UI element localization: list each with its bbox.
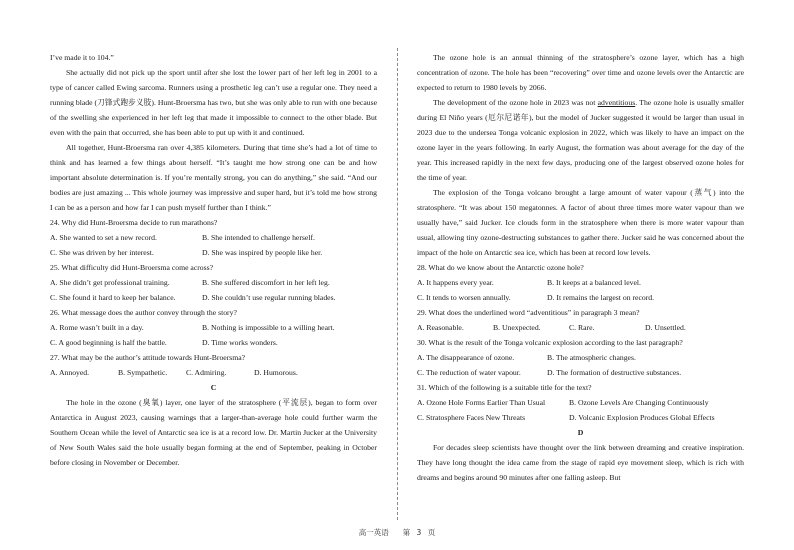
question-26-options: [50, 320, 377, 335]
question-30: 30. What is the result of the Tonga volcanic explosion according to the last paragraph?: [417, 338, 683, 347]
option: A. Reasonable.: [417, 323, 464, 332]
question-30-options: [417, 365, 744, 380]
passage-b-ending-quote: I’ve made it to 104.”: [50, 53, 114, 62]
passage-c-paragraph: The hole in the ozone (臭氧) layer, one layer of the stratosphere (平流层), began to form over Antarctica in August 2023, causing warnings that a larger-than-average hole could further warm the Southern Ocean while the level of Antarctic sea ice is at a record low. Dr. Martin Jucker at the University of New South Wales said the hole usually began forming at the end of September, peaking in October before closing in November or December.: [50, 398, 377, 467]
question-29: 29. What does the underlined word “adventitious” in paragraph 3 mean?: [417, 308, 640, 317]
option: D. It remains the largest on record.: [547, 293, 655, 302]
question-27: 27. What may be the author’s attitude towards Hunt-Broersma?: [50, 353, 246, 362]
passage-b-paragraph: She actually did not pick up the sport until after she lost the lower part of her left leg in 2001 to a type of cancer called Ewing sarcoma. Runners using a prosthetic leg can’t use a regular one. They need a running blade (刀锋式跑步义肢). Hunt-Broersma has two, but she was only able to run with one because of the swelling she experienced in her left leg that made it impossible to connect to the other blade. But even with the pain that occurred, she has been able to put up with it and continued.: [50, 68, 377, 137]
text-run: . The ozone hole is usually smaller during El Niño years (厄尔尼诺年), but the model of Jucker suggested it would be larger than usual in 2023 due to the undersea Tonga volcanic explosion in 2022, which was likely to have an impact on the ozone layer in the years following. In early August, the formation was about average for the day of the year. This increased rapidly in the next few days, producing one of the largest observed ozone holes for the time of year.: [417, 98, 744, 182]
option: C. Stratosphere Faces New Threats: [417, 413, 526, 422]
option: D. Unsettled.: [645, 323, 686, 332]
question-25-options: [50, 275, 377, 290]
question-28: 28. What do we know about the Antarctic ozone hole?: [417, 263, 584, 272]
underlined-word: adventitious: [597, 98, 636, 107]
question-31: 31. Which of the following is a suitable title for the text?: [417, 383, 592, 392]
question-27-options: [50, 365, 377, 380]
option: A. Annoyed.: [50, 368, 90, 377]
option: C. She was driven by her interest.: [50, 248, 154, 257]
section-d-heading: D: [577, 428, 584, 437]
option: B. Nothing is impossible to a willing heart.: [202, 323, 335, 332]
question-25: 25. What difficulty did Hunt-Broersma come across?: [50, 263, 214, 272]
question-28-options: [417, 290, 744, 305]
question-26: 26. What message does the author convey through the story?: [50, 308, 237, 317]
question-25-options: [50, 290, 377, 305]
option: A. She wanted to set a new record.: [50, 233, 157, 242]
option: A. Ozone Hole Forms Earlier Than Usual: [417, 398, 546, 407]
question-31-options: [417, 395, 744, 410]
option: C. It tends to worsen annually.: [417, 293, 511, 302]
page-footer: 高一英语 第 3 页: [358, 528, 436, 537]
question-24: 24. Why did Hunt-Broersma decide to run marathons?: [50, 218, 218, 227]
option: B. The atmospheric changes.: [547, 353, 636, 362]
option: A. The disappearance of ozone.: [417, 353, 515, 362]
option: C. A good beginning is half the battle.: [50, 338, 167, 347]
option: A. She didn’t get professional training.: [50, 278, 170, 287]
question-26-options: [50, 335, 377, 350]
option: D. She couldn’t use regular running blades.: [202, 293, 336, 302]
text-run: The development of the ozone hole in 2023 was not: [433, 98, 598, 107]
left-column: [50, 50, 377, 470]
option: B. Unexpected.: [493, 323, 541, 332]
question-29-options: [417, 320, 744, 335]
passage-d-paragraph: For decades sleep scientists have thought over the link between dreaming and creative inspiration. They have long thought the idea came from the stage of rapid eye movement sleep, which is rich with dreams and begins around 90 minutes after one falling asleep. But: [417, 443, 744, 482]
passage-b-paragraph: All together, Hunt-Broersma ran over 4,385 kilometers. During that time she’s had a lot of time to think and has learned a few things about herself. “It’s taught me how strong one can be and how important absolute determination is. If you’re mentally strong, you can do anything,” she said. “And our bodies are just amazing ... This whole journey was impressive and super hard, but it’s told me how strong I can be as a person and how far I can push myself further than I think.”: [50, 143, 377, 212]
passage-c-paragraph: [417, 95, 744, 185]
question-24-options: [50, 245, 377, 260]
passage-c-paragraph: The ozone hole is an annual thinning of the stratosphere’s ozone layer, which has a high concentration of ozone. The hole has been “recovering” over time and ozone levels over the Antarctic are expected to return to 1980 levels by 2066.: [417, 53, 744, 92]
section-c-heading: C: [210, 383, 217, 392]
option: B. Ozone Levels Are Changing Continuously: [569, 398, 709, 407]
option: C. She found it hard to keep her balance.: [50, 293, 176, 302]
option: D. The formation of destructive substances.: [547, 368, 682, 377]
option: D. Volcanic Explosion Produces Global Effects: [569, 413, 715, 422]
column-divider: [397, 48, 398, 520]
option: C. Admiring.: [186, 368, 227, 377]
option: A. It happens every year.: [417, 278, 494, 287]
right-column: [417, 50, 744, 485]
passage-c-paragraph: The explosion of the Tonga volcano brought a large amount of water vapour (蒸气) into the stratosphere. “It was about 150 megatonnes. A factor of about three times more water vapour than we usually have,” said Jucker. Ice clouds form in the stratosphere when there is more water vapour than usual, allowing tiny ozone-destructing substances to gather there. Jucker said he was concerned about the impact of the hole on Antarctic sea ice, which has been at record low levels.: [417, 188, 744, 257]
question-24-options: [50, 230, 377, 245]
question-30-options: [417, 350, 744, 365]
question-28-options: [417, 275, 744, 290]
option: D. Time works wonders.: [202, 338, 278, 347]
option: D. Humorous.: [254, 368, 298, 377]
option: B. She suffered discomfort in her left leg.: [202, 278, 330, 287]
option: A. Rome wasn’t built in a day.: [50, 323, 144, 332]
option: D. She was inspired by people like her.: [202, 248, 323, 257]
option: C. The reduction of water vapour.: [417, 368, 521, 377]
question-31-options: [417, 410, 744, 425]
option: C. Rare.: [569, 323, 595, 332]
option: B. It keeps at a balanced level.: [547, 278, 641, 287]
option: B. Sympathetic.: [118, 368, 168, 377]
option: B. She intended to challenge herself.: [202, 233, 315, 242]
